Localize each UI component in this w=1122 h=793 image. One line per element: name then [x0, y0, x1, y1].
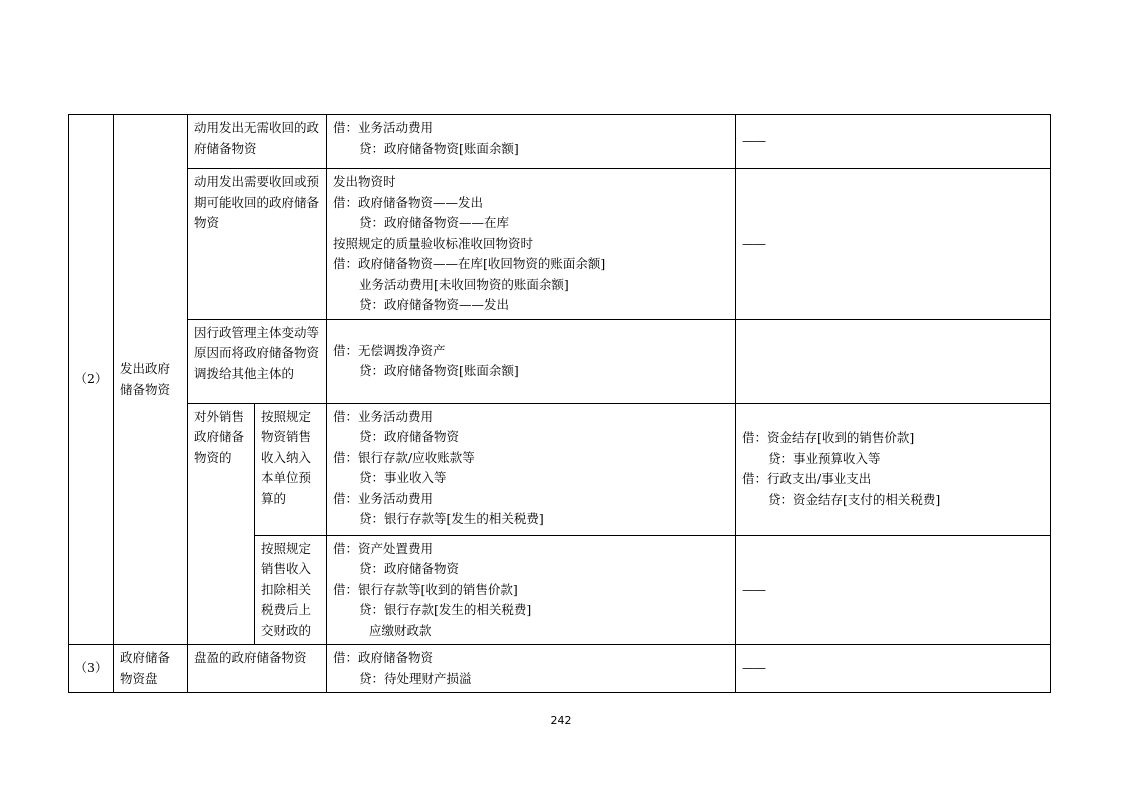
- category-cell: 政府储备物资盘: [114, 645, 188, 693]
- case-cell: 对外销售政府储备物资的: [188, 403, 255, 645]
- financial-entry-cell: 借：资产处置费用 贷：政府储备物资 借：银行存款等[收到的销售价款] 贷：银行存款[发生的相关税费] 应缴财政款: [327, 535, 736, 645]
- table-row: [69, 645, 1051, 693]
- financial-entry-cell: 借：无偿调拨净资产 贷：政府储备物资[账面余额]: [327, 319, 736, 403]
- accounting-entries-table: [68, 114, 1051, 693]
- row-index: （2）: [69, 115, 114, 645]
- budget-entry-cell: ——: [736, 535, 1051, 645]
- table-row: [69, 403, 1051, 535]
- case-cell: 动用发出无需收回的政府储备物资: [188, 115, 327, 169]
- budget-entry-cell: ——: [736, 115, 1051, 169]
- budget-entry-cell: [736, 319, 1051, 403]
- financial-entry-cell: 发出物资时 借：政府储备物资——发出 贷：政府储备物资——在库 按照规定的质量验收标准收回物资时 借：政府储备物资——在库[收回物资的账面余额] 业务活动费用[未收回物资的账面余额] 贷：政府储备物资——发出: [327, 169, 736, 320]
- page-number: 242: [550, 714, 572, 727]
- budget-entry-cell: ——: [736, 169, 1051, 320]
- financial-entry-cell: 借：业务活动费用 贷：政府储备物资 借：银行存款/应收账款等 贷：事业收入等 借：业务活动费用 贷：银行存款等[发生的相关税费]: [327, 403, 736, 535]
- table-row: [69, 115, 1051, 169]
- category-cell: 发出政府储备物资: [114, 115, 188, 645]
- row-index: （3）: [69, 645, 114, 693]
- budget-entry-cell: ——: [736, 645, 1051, 693]
- financial-entry-cell: 借：政府储备物资 贷：待处理财产损溢: [327, 645, 736, 693]
- condition-cell: 按照规定物资销售收入纳入本单位预算的: [255, 403, 327, 535]
- table-row: [69, 169, 1051, 320]
- financial-entry-cell: 借：业务活动费用 贷：政府储备物资[账面余额]: [327, 115, 736, 169]
- budget-entry-cell: 借：资金结存[收到的销售价款] 贷：事业预算收入等 借：行政支出/事业支出 贷：资金结存[支付的相关税费]: [736, 403, 1051, 535]
- case-cell: 因行政管理主体变动等原因而将政府储备物资调拨给其他主体的: [188, 319, 327, 403]
- condition-cell: 按照规定销售收入扣除相关税费后上交财政的: [255, 535, 327, 645]
- case-cell: 动用发出需要收回或预期可能收回的政府储备物资: [188, 169, 327, 320]
- table-row: [69, 319, 1051, 403]
- case-cell: 盘盈的政府储备物资: [188, 645, 327, 693]
